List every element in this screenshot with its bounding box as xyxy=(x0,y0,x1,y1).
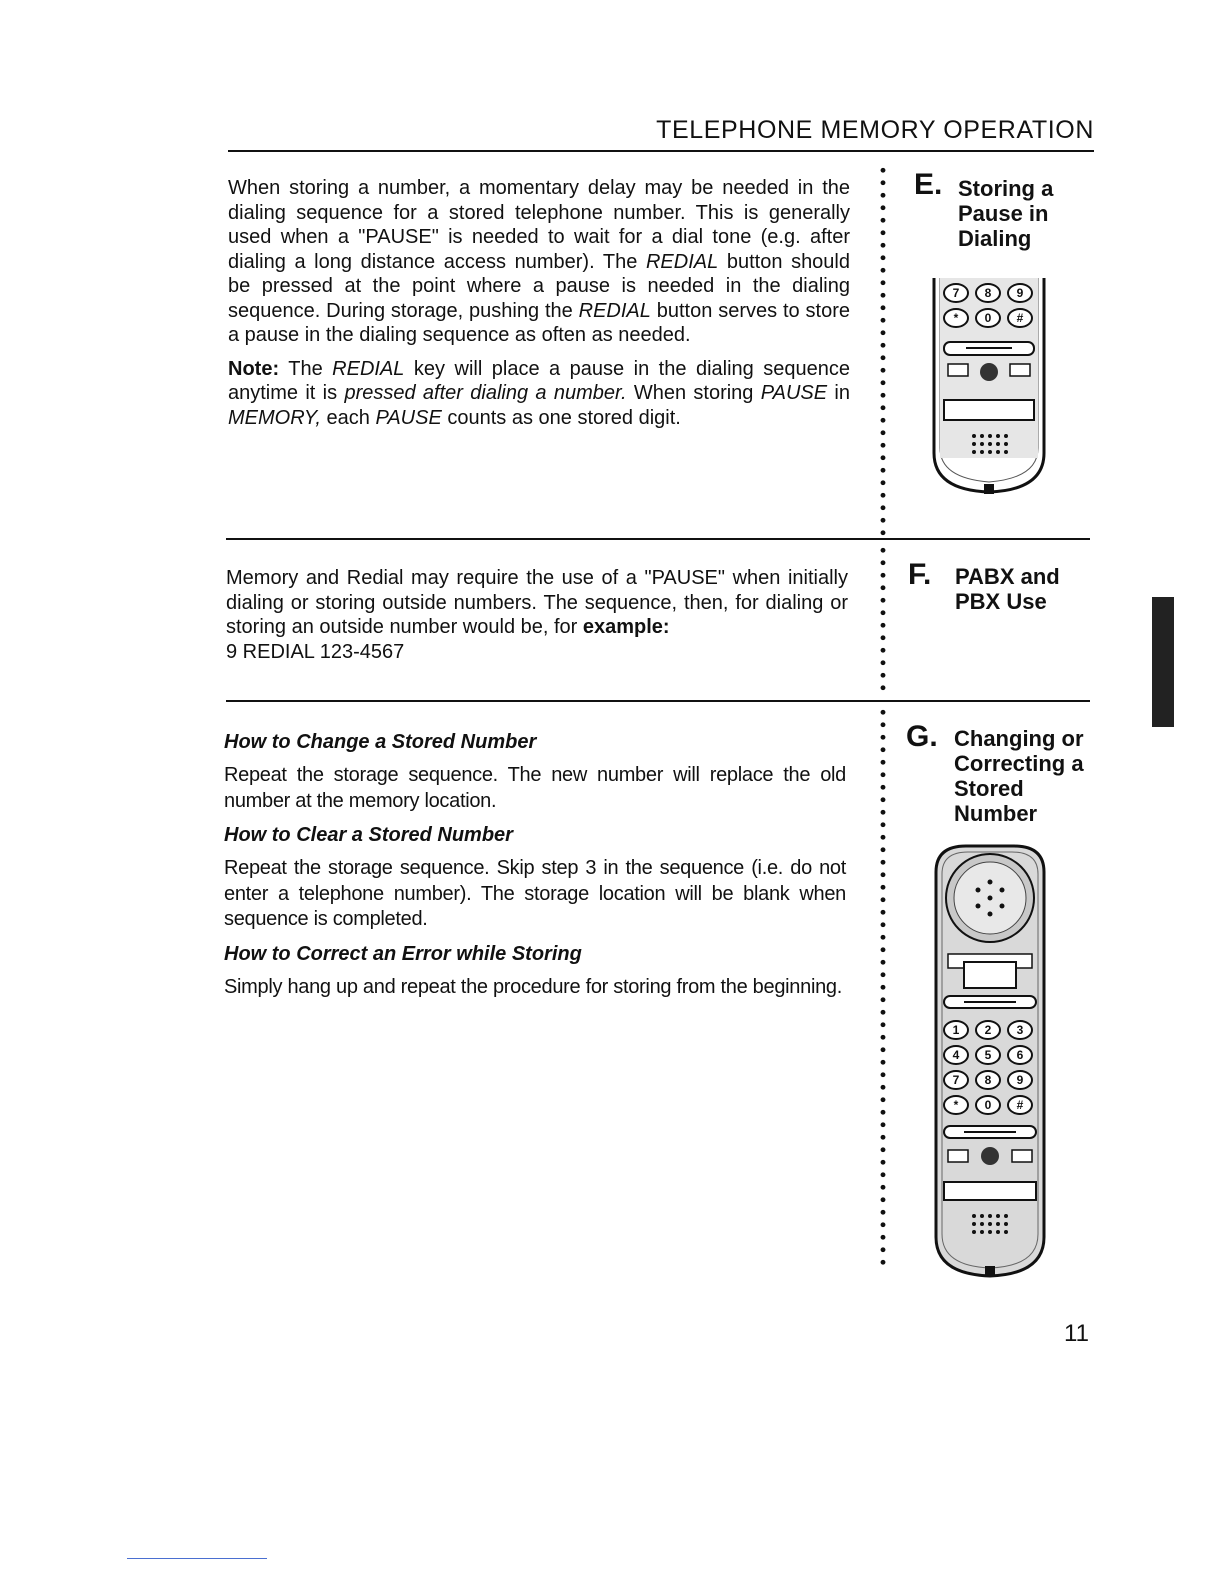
section-e-paragraph: When storing a number, a momentary delay may be needed in the dialing sequence for a stored telephone number. This is generally used when a "PAUSE" is needed to wait for a dial tone (e.g. after dialing a long distance access number). The REDIAL button should be pressed at the point where a pause is needed in the dialing sequence. During storage, pushing the REDIAL button serves to store a pause in the dialing sequence as often as needed. xyxy=(228,177,850,346)
how-to-change-item xyxy=(224,730,846,814)
section-f-letter: F. xyxy=(908,558,932,591)
section-divider-e-f xyxy=(226,538,1090,540)
section-g-title: Changing or Correcting a Stored Number xyxy=(954,726,1084,826)
dotted-separator-f xyxy=(880,544,886,696)
dotted-separator-g xyxy=(880,706,886,1272)
how-to-change-text: Repeat the storage sequence. The new number will replace the old number at the memory location. xyxy=(224,764,846,812)
key-label: 5 xyxy=(984,1048,992,1062)
page-title: TELEPHONE MEMORY OPERATION xyxy=(656,116,1094,144)
section-g-body xyxy=(224,730,846,1009)
side-tab-marker xyxy=(1152,597,1174,727)
how-to-correct-heading: How to Correct an Error while Storing xyxy=(224,942,582,965)
section-e-letter: E. xyxy=(914,168,943,201)
key-label: 1 xyxy=(952,1023,960,1037)
key-label: 9 xyxy=(1016,286,1024,300)
key-label: 0 xyxy=(984,311,992,325)
key-label: 6 xyxy=(1016,1048,1024,1062)
key-label: # xyxy=(1016,1098,1024,1112)
how-to-clear-item xyxy=(224,823,846,933)
section-f-paragraph: Memory and Redial may require the use of a "PAUSE" when initially dialing or storing outside numbers. The sequence, then, for dialing or storing an outside number would be, for example: xyxy=(226,567,848,638)
section-f-title: PABX and PBX Use xyxy=(955,564,1060,614)
page-header xyxy=(228,112,1094,152)
key-label: 7 xyxy=(952,1073,960,1087)
key-label: 3 xyxy=(1016,1023,1024,1037)
key-label: 0 xyxy=(984,1098,992,1112)
section-e-note: Note: The REDIAL key will place a pause in the dialing sequence anytime it is pressed after dialing a number. When storing PAUSE in MEMORY, each PAUSE counts as one stored digit. xyxy=(228,357,850,429)
key-label: 2 xyxy=(984,1023,992,1037)
keypad-illustration xyxy=(926,278,1052,500)
section-f-example: 9 REDIAL 123-4567 xyxy=(226,640,405,663)
footer-line xyxy=(127,1558,267,1559)
key-label: 9 xyxy=(1016,1073,1024,1087)
section-divider-f-g xyxy=(226,700,1090,702)
key-label: 4 xyxy=(952,1048,960,1062)
page-number: 11 xyxy=(1064,1320,1089,1347)
key-label: 8 xyxy=(984,286,992,300)
how-to-correct-text: Simply hang up and repeat the procedure for storing from the beginning. xyxy=(224,975,842,998)
key-label: 8 xyxy=(984,1073,992,1087)
how-to-clear-text: Repeat the storage sequence. Skip step 3 in the sequence (i.e. do not enter a telephone number). The storage location will be blank when sequence is completed. xyxy=(224,857,846,930)
how-to-clear-heading: How to Clear a Stored Number xyxy=(224,824,513,846)
section-e-body xyxy=(228,176,850,439)
key-label: * xyxy=(953,311,959,325)
key-label: 7 xyxy=(952,286,960,300)
section-g-letter: G. xyxy=(906,720,938,753)
key-label: # xyxy=(1016,311,1024,325)
dotted-separator-e xyxy=(880,164,886,536)
section-f-body xyxy=(226,566,848,664)
how-to-correct-item xyxy=(224,942,846,1001)
key-label: * xyxy=(953,1098,959,1112)
how-to-change-heading: How to Change a Stored Number xyxy=(224,731,537,753)
section-e-title: Storing a Pause in Dialing xyxy=(958,176,1054,251)
handset-illustration xyxy=(926,842,1056,1282)
